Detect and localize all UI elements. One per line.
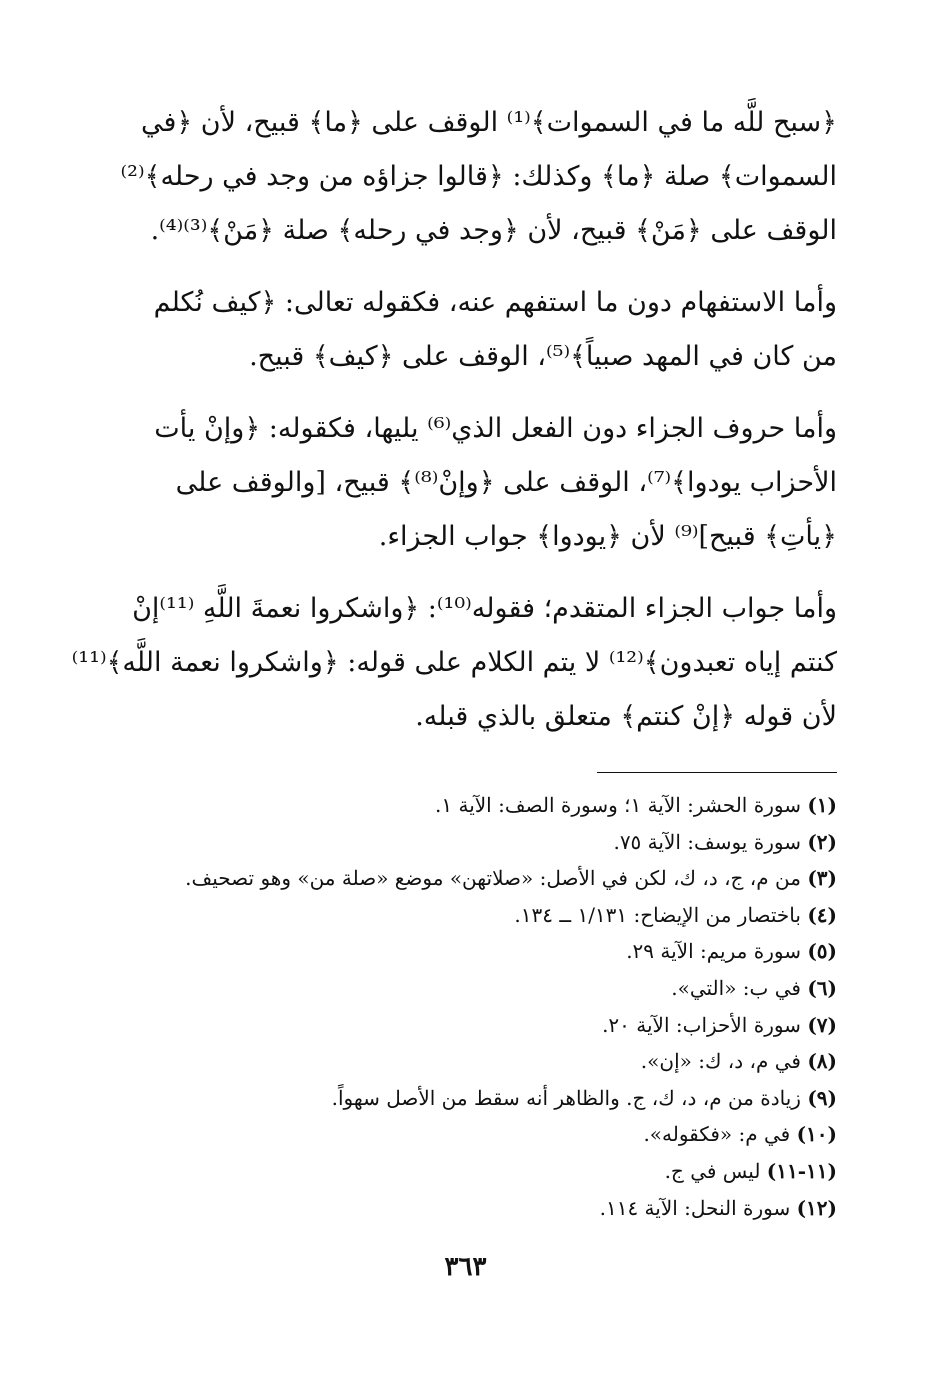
text-line: لأن قوله ﴿إنْ كنتم﴾ متعلق بالذي قبله. (415, 701, 837, 732)
text-line: الأحزاب يودوا﴾⁽⁷⁾، الوقف على ﴿وإنْ⁽⁸⁾﴾ قبيح، [والوقف على (175, 467, 837, 498)
footnote-text: سورة الحشر: الآية ١؛ وسورة الصف: الآية ١. (435, 793, 801, 817)
text-line: السموات﴾ صلة ﴿ما﴾ وكذلك: ﴿قالوا جزاؤه من وجد في رحله﴾⁽²⁾ (120, 161, 837, 192)
footnote (132, 933, 837, 970)
page-number: ٣٦٣ (444, 1252, 487, 1282)
footnote (132, 1007, 837, 1044)
footnote-separator (597, 772, 837, 773)
footnote-number: (٦) (807, 975, 837, 1000)
footnote (132, 860, 837, 897)
footnote (132, 1153, 837, 1190)
footnote (132, 970, 837, 1007)
footnote-number: (٣) (807, 866, 837, 891)
footnotes (132, 787, 837, 1226)
paragraph-2 (132, 276, 837, 384)
footnote-text: سورة النحل: الآية ١١٤. (599, 1195, 791, 1220)
footnote (132, 1190, 837, 1227)
text-line: كنتم إياه تعبدون﴾⁽¹²⁾ لا يتم الكلام على قوله: ﴿واشكروا نعمة اللَّه﴾⁽¹¹⁾ (71, 647, 837, 678)
footnote (132, 787, 837, 824)
footnote-number: (٨) (807, 1049, 837, 1074)
footnote-number: (٥) (807, 939, 837, 964)
paragraph-3 (132, 402, 837, 564)
footnote-number: (٧) (807, 1012, 837, 1037)
text-line: من كان في المهد صبياً﴾⁽⁵⁾، الوقف على ﴿كيف﴾ قبيح. (249, 341, 837, 372)
footnote (132, 1116, 837, 1153)
paragraph-4 (71, 582, 837, 744)
footnote-number: (٤) (807, 902, 837, 927)
text-line: وأما الاستفهام دون ما استفهم عنه، فكقوله تعالى: ﴿كيف نُكلم (153, 287, 837, 318)
footnote (132, 897, 837, 934)
footnote-number: (١) (807, 793, 837, 817)
footnote-text: في م: «فكقوله». (643, 1122, 791, 1147)
text-line: وأما جواب الجزاء المتقدم؛ فقوله⁽¹⁰⁾: ﴿واشكروا نعمةَ اللَّهِ ⁽¹¹⁾إنْ (132, 593, 837, 624)
footnote (132, 1043, 837, 1080)
footnote-text: سورة يوسف: الآية ٧٥. (613, 829, 801, 854)
text-line: ﴿يأتِ﴾ قبيح]⁽⁹⁾ لأن ﴿يودوا﴾ جواب الجزاء. (378, 521, 837, 552)
footnote-number: (٢) (807, 829, 837, 854)
footnote-number: (٩) (807, 1085, 837, 1110)
footnote-text: ليس في ج. (664, 1158, 761, 1183)
page-body (71, 96, 837, 1296)
footnote (132, 824, 837, 861)
footnote-text: من م، ج، د، ك، لكن في الأصل: «صلاتهن» موضع «صلة من» وهو تصحيف. (185, 866, 801, 891)
footnote-number: (١٠) (796, 1122, 837, 1147)
footnote-text: في م، د، ك: «إن». (640, 1049, 801, 1074)
footnote-number: (١١-١١) (766, 1158, 837, 1183)
footnote-text: في ب: «التي». (671, 975, 801, 1000)
paragraph-1 (120, 96, 837, 258)
text-line: الوقف على ﴿مَنْ﴾ قبيح، لأن ﴿وجد في رحله﴾ صلة ﴿مَنْ﴾⁽³⁾⁽⁴⁾. (150, 215, 837, 246)
footnote-number: (١٢) (796, 1195, 837, 1220)
footnote-text: سورة الأحزاب: الآية ٢٠. (602, 1012, 801, 1037)
footnote-text: زيادة من م، د، ك، ج. والظاهر أنه سقط من الأصل سهواً. (331, 1085, 801, 1110)
footnote-text: باختصار من الإيضاح: ١/١٣١ ــ ١٣٤. (514, 902, 801, 927)
text-line: ﴿سبح للَّه ما في السموات﴾⁽¹⁾ الوقف على ﴿ما﴾ قبيح، لأن ﴿في (140, 107, 837, 138)
footnote-text: سورة مريم: الآية ٢٩. (626, 939, 801, 964)
footnote (132, 1080, 837, 1117)
text-line: وأما حروف الجزاء دون الفعل الذي⁽⁶⁾ يليها، فكقوله: ﴿وإنْ يأت (154, 413, 837, 444)
